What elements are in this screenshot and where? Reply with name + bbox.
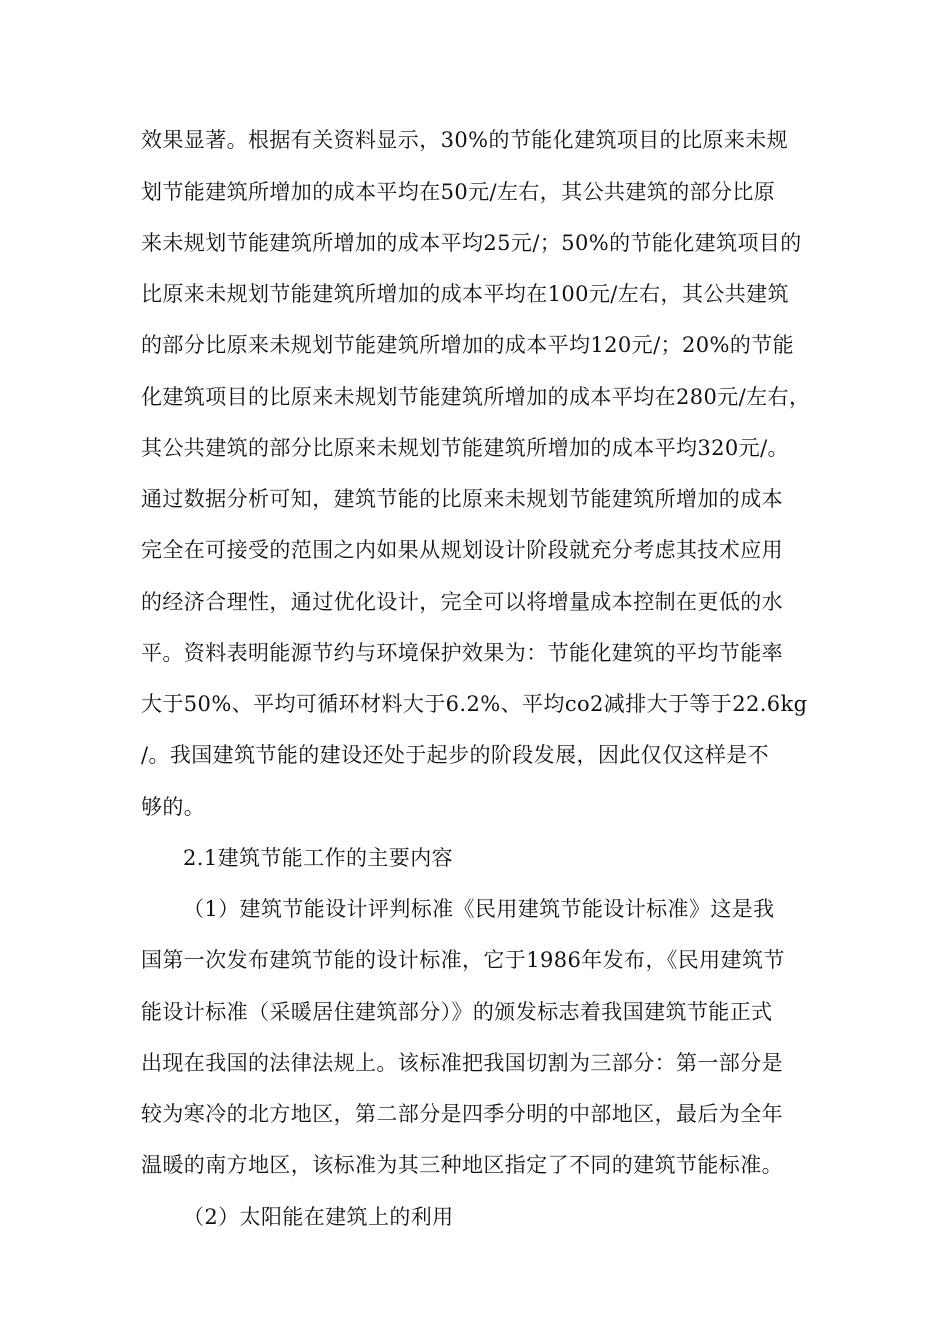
section-heading: 2.1建筑节能工作的主要内容 [183, 846, 453, 870]
subsection-heading: （2）太阳能在建筑上的利用 [183, 1205, 454, 1229]
paragraph-line: 平。资料表明能源节约与环境保护效果为：节能化建筑的平均节能率 [141, 641, 783, 665]
paragraph-line: 其公共建筑的部分比原来未规划节能建筑所增加的成本平均320元/。 [141, 436, 789, 460]
paragraph-line: （1）建筑节能设计评判标准《民用建筑节能设计标准》这是我 [183, 897, 775, 921]
paragraph-line: 化建筑项目的比原来未规划节能建筑所增加的成本平均在280元/左右， [141, 385, 811, 409]
paragraph-line: 效果显著。根据有关资料显示，30%的节能化建筑项目的比原来未规 [141, 128, 789, 152]
paragraph-line: 通过数据分析可知，建筑节能的比原来未规划节能建筑所增加的成本 [141, 487, 783, 511]
paragraph-line: 来未规划节能建筑所增加的成本平均25元/；50%的节能化建筑项目的 [141, 231, 802, 255]
paragraph-line: 出现在我国的法律法规上。该标准把我国切割为三部分：第一部分是 [141, 1051, 783, 1075]
paragraph-line: 的经济合理性，通过优化设计，完全可以将增量成本控制在更低的水 [141, 590, 783, 614]
paragraph-line: 较为寒冷的北方地区，第二部分是四季分明的中部地区，最后为全年 [141, 1102, 783, 1126]
paragraph-line: 温暖的南方地区，该标准为其三种地区指定了不同的建筑节能标准。 [141, 1153, 783, 1177]
paragraph-line: 能设计标准（采暖居住建筑部分）》的颁发标志着我国建筑节能正式 [141, 1000, 773, 1024]
paragraph-line: 的部分比原来未规划节能建筑所增加的成本平均120元/；20%的节能 [141, 333, 795, 357]
paragraph-line: 完全在可接受的范围之内如果从规划设计阶段就充分考虑其技术应用 [141, 538, 783, 562]
paragraph-line: 国第一次发布建筑节能的设计标准，它于1986年发布，《民用建筑节 [141, 948, 785, 972]
paragraph-line: 够的。 [141, 795, 206, 819]
paragraph-line: 比原来未规划节能建筑所增加的成本平均在100元/左右，其公共建筑 [141, 282, 789, 306]
paragraph-line: 大于50%、平均可循环材料大于6.2%、平均co2减排大于等于22.6kg [141, 692, 808, 716]
paragraph-line: 划节能建筑所增加的成本平均在50元/左右，其公共建筑的部分比原 [141, 180, 776, 204]
paragraph-line: /。我国建筑节能的建设还处于起步的阶段发展，因此仅仅这样是不 [141, 743, 770, 767]
